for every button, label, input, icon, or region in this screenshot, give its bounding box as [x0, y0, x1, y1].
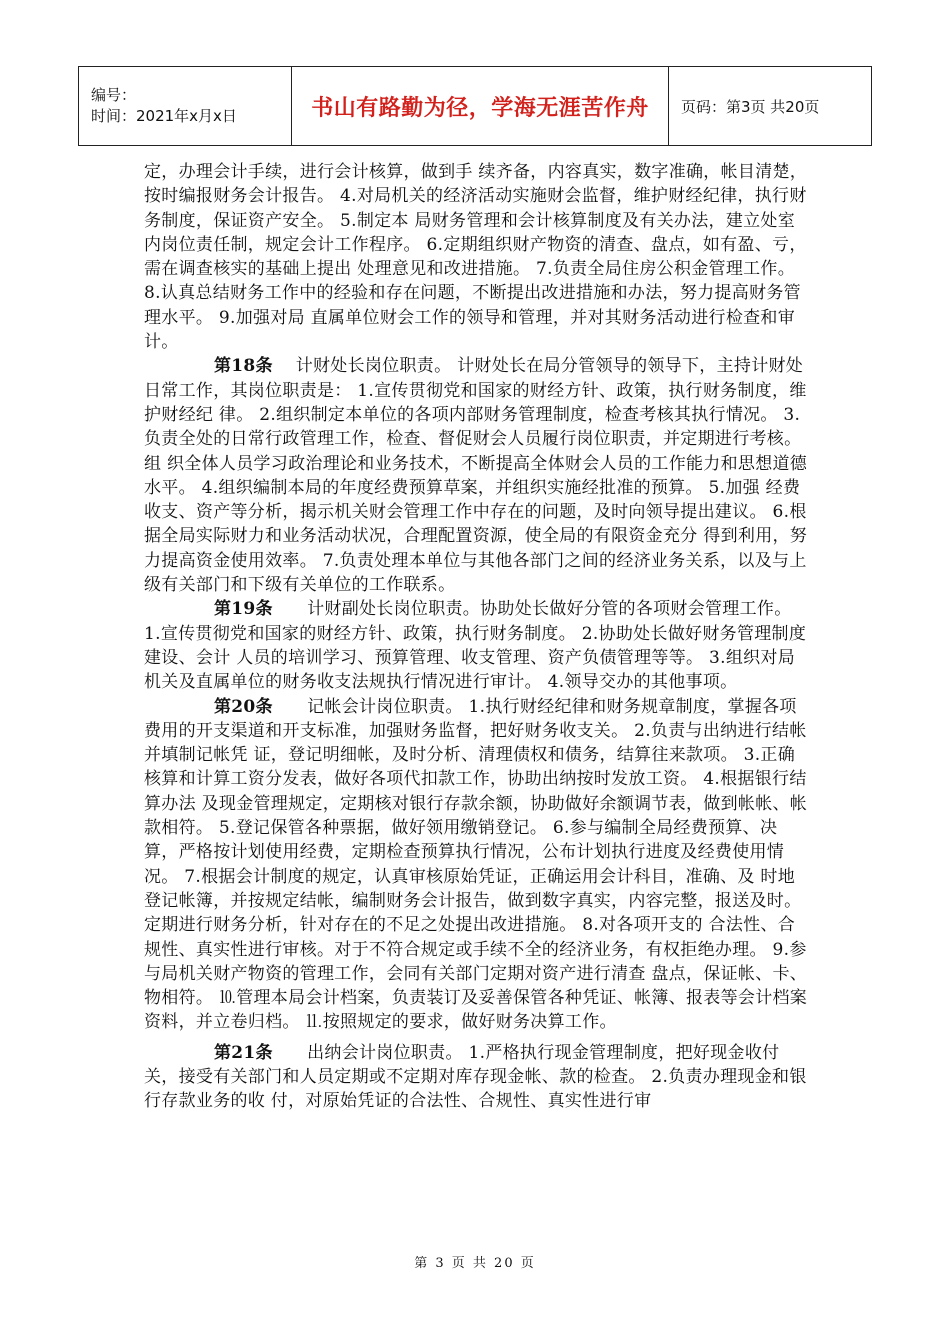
article-18	[144, 354, 808, 597]
header-meta-cell	[79, 67, 292, 146]
paragraph-continuation: 定，办理会计手续，进行会计核算，做到手 续齐备，内容真实，数字准确，帐目清楚，按时编报财务会计报告。 4.对局机关的经济活动实施财会监督，维护财经纪律，执行财务制度，保证资产安全。 5.制定本 局财务管理和会计核算制度及有关办法，建立处室内岗位责任制，规定会计工作程序。 6.定期组织财产物资的清查、盘点，如有盈、亏，需在调查核实的基础上提出 处理意见和改进措施。 7.负责全局住房公积金管理工作。 8.认真总结财务工作中的经验和存在问题，不断提出改进措施和办法，努力提高财务管理水平。 9.加强对局 直属单位财会工作的领导和管理，并对其财务活动进行检查和审计。	[144, 162, 808, 353]
header-page-info: 页码：第3页 共20页	[669, 67, 872, 146]
article-text: 计财处长岗位职责。 计财处长在局分管领导的领导下，主持计财处日常工作，其岗位职责是： 1.宣传贯彻党和国家的财经方针、政策，执行财务制度，维护财经纪 律。 2.组织制定本单位的各项内部财务管理制度，检查考核其执行情况。 3.负责全处的日常行政管理工作，检查、督促财会人员履行岗位职责，并定期进行考核。 组 织全体人员学习政治理论和业务技术，不断提高全体财会人员的工作能力和思想道德水平。 4.组织编制本局的年度经费预算草案，并组织实施经批准的预算。 5.加强 经费收支、资产等分析，揭示机关财会管理工作中存在的问题，及时向领导提出建议。 6.根据全局实际财力和业务活动状况，合理配置资源，使全局的有限资金充分 得到利用，努力提高资金使用效率。 7.负责处理本单位与其他各部门之间的经济业务关系，以及与上级有关部门和下级有关单位的工作联系。	[144, 356, 808, 596]
article-title: 第18条	[214, 356, 273, 377]
article-text: 出纳会计岗位职责。 1.严格执行现金管理制度，把好现金收付关，接受有关部门和人员定期或不定期对库存现金帐、款的检查。 2.负责办理现金和银行存款业务的收 付，对原始凭证的合法性、合规性、真实性进行审	[144, 1042, 807, 1112]
document-date-label: 时间：2021年x月x日	[91, 107, 237, 125]
article-title: 第20条	[214, 696, 273, 717]
article-19	[144, 597, 808, 694]
page-header	[78, 66, 872, 146]
header-motto: 书山有路勤为径，学海无涯苦作舟	[292, 67, 669, 146]
article-text: 计财副处长岗位职责。协助处长做好分管的各项财会管理工作。 1.宣传贯彻党和国家的财经方针、政策，执行财务制度。 2.协助处长做好财务管理制度建设、会计 人员的培训学习、预算管理、收支管理、资产负债管理等等。 3.组织对局机关及直属单位的财务收支法规执行情况进行审计。 4.领导交办的其他事项。	[144, 599, 807, 693]
document-body	[144, 160, 808, 1114]
article-20	[144, 695, 808, 1035]
article-21	[144, 1041, 808, 1114]
document-number-label: 编号：	[91, 86, 137, 104]
page-footer: 第 3 页 共 20 页	[414, 1256, 536, 1271]
article-text: 记帐会计岗位职责。 1.执行财经纪律和财务规章制度，掌握各项费用的开支渠道和开支标准，加强财务监督，把好财务收支关。 2.负责与出纳进行结帐并填制记帐凭 证，登记明细帐，及时分析、清理债权和债务，结算往来款项。 3.正确核算和计算工资分发表，做好各项代扣款工作，协助出纳按时发放工资。 4.根据银行结算办法 及现金管理规定，定期核对银行存款余额，协助做好余额调节表，做到帐帐、帐款相符。 5.登记保管各种票据，做好领用缴销登记。 6.参与编制全局经费预算、决 算，严格按计划使用经费，定期检查预算执行情况，公布计划执行进度及经费使用情况。 7.根据会计制度的规定，认真审核原始凭证，正确运用会计科目，准确、及 时地登记帐簿，并按规定结帐，编制财务会计报告，做到数字真实，内容完整，报送及时。定期进行财务分析，针对存在的不足之处提出改进措施。 8.对各项开支的 合法性、合规性、真实性进行审核。对于不符合规定或手续不全的经济业务，有权拒绝办理。 9.参与局机关财产物资的管理工作，会同有关部门定期对资产进行清查 盘点，保证帐、卡、物相符。 ⒑管理本局会计档案，负责装订及妥善保管各种凭证、帐簿、报表等会计档案资料，并立卷归档。 ⒒按照规定的要求，做好财务决算工作。	[144, 696, 808, 1033]
article-title: 第21条	[214, 1042, 273, 1063]
article-title: 第19条	[214, 599, 273, 620]
